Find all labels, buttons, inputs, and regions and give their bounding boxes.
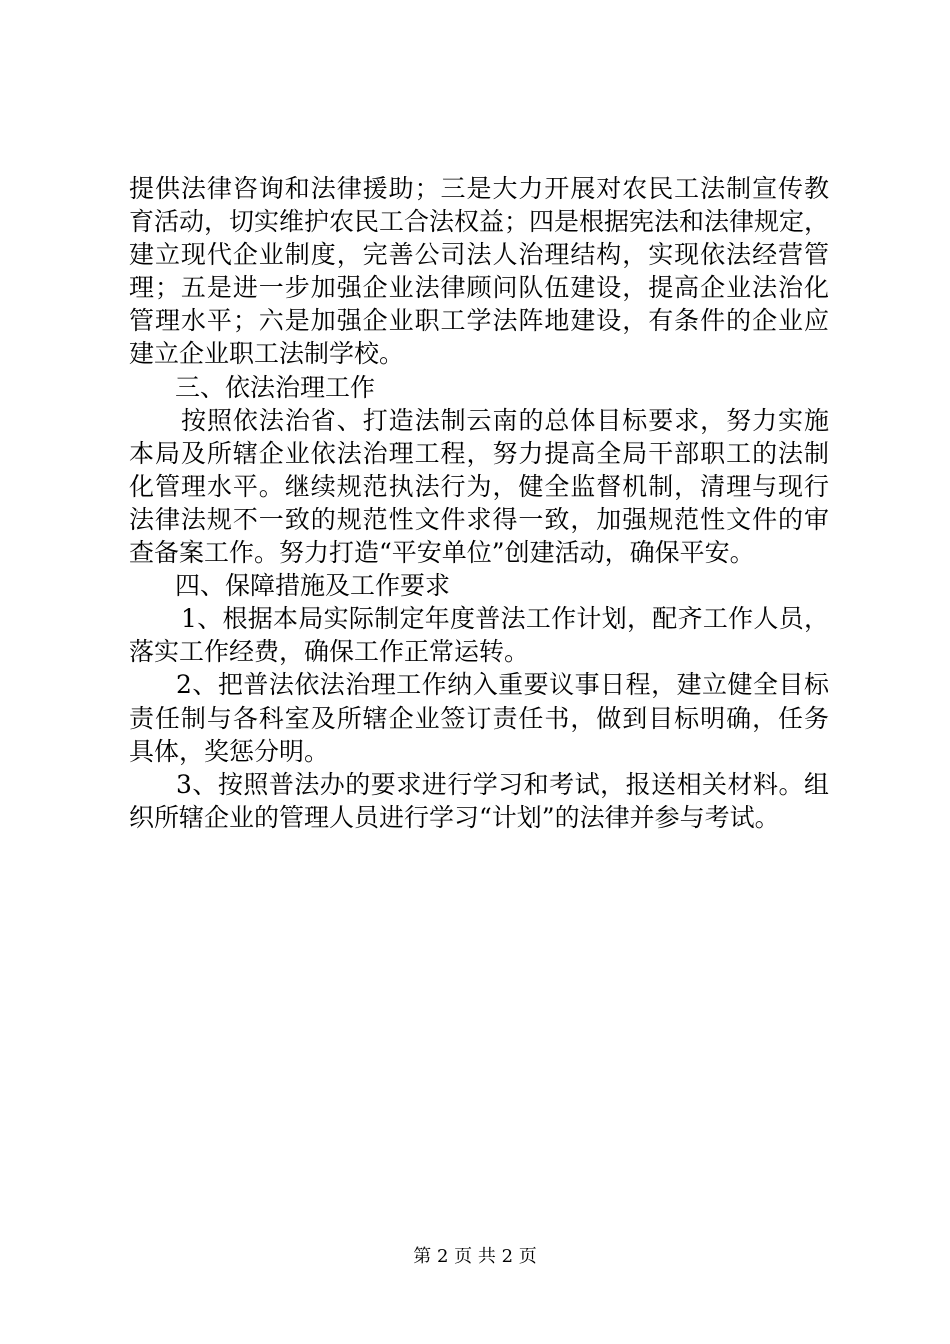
list-item-2: 2、把普法依法治理工作纳入重要议事日程，建立健全目标 bbox=[176, 670, 829, 700]
page-number-footer: 第 2 页 共 2 页 bbox=[413, 1246, 537, 1267]
body-line: 化管理水平。继续规范执法行为，健全监督机制，清理与现行 bbox=[129, 471, 829, 501]
list-item-3: 3、按照普法办的要求进行学习和考试，报送相关材料。组 bbox=[176, 769, 829, 799]
body-line: 本局及所辖企业依法治理工程，努力提高全局干部职工的法制 bbox=[129, 438, 829, 468]
body-line: 育活动，切实维护农民工合法权益；四是根据宪法和法律规定， bbox=[129, 207, 830, 237]
body-line: 理；五是进一步加强企业法律顾问队伍建设，提高企业法治化 bbox=[129, 273, 829, 303]
section-heading-3: 三、依法治理工作 bbox=[175, 372, 376, 402]
body-line: 按照依法治省、打造法制云南的总体目标要求，努力实施 bbox=[181, 405, 829, 435]
section-heading-4: 四、保障措施及工作要求 bbox=[175, 571, 451, 601]
body-line: 法律法规不一致的规范性文件求得一致，加强规范性文件的审 bbox=[129, 504, 829, 534]
body-line: 织所辖企业的管理人员进行学习“计划”的法律并参与考试。 bbox=[129, 802, 780, 832]
body-line: 建立现代企业制度，完善公司法人治理结构，实现依法经营管 bbox=[129, 240, 829, 270]
body-line: 建立企业职工法制学校。 bbox=[129, 339, 405, 369]
body-line: 查备案工作。努力打造“平安单位”创建活动，确保平安。 bbox=[129, 538, 755, 568]
list-item-1: 1、根据本局实际制定年度普法工作计划，配齐工作人员， bbox=[181, 604, 829, 634]
body-line: 提供法律咨询和法律援助；三是大力开展对农民工法制宣传教 bbox=[129, 174, 829, 203]
body-line: 具体，奖惩分明。 bbox=[129, 736, 330, 766]
document-body bbox=[129, 172, 829, 834]
body-line: 管理水平；六是加强企业职工学法阵地建设，有条件的企业应 bbox=[129, 306, 829, 336]
body-line: 落实工作经费，确保工作正常运转。 bbox=[129, 637, 530, 667]
body-line: 责任制与各科室及所辖企业签订责任书，做到目标明确，任务 bbox=[129, 703, 829, 733]
